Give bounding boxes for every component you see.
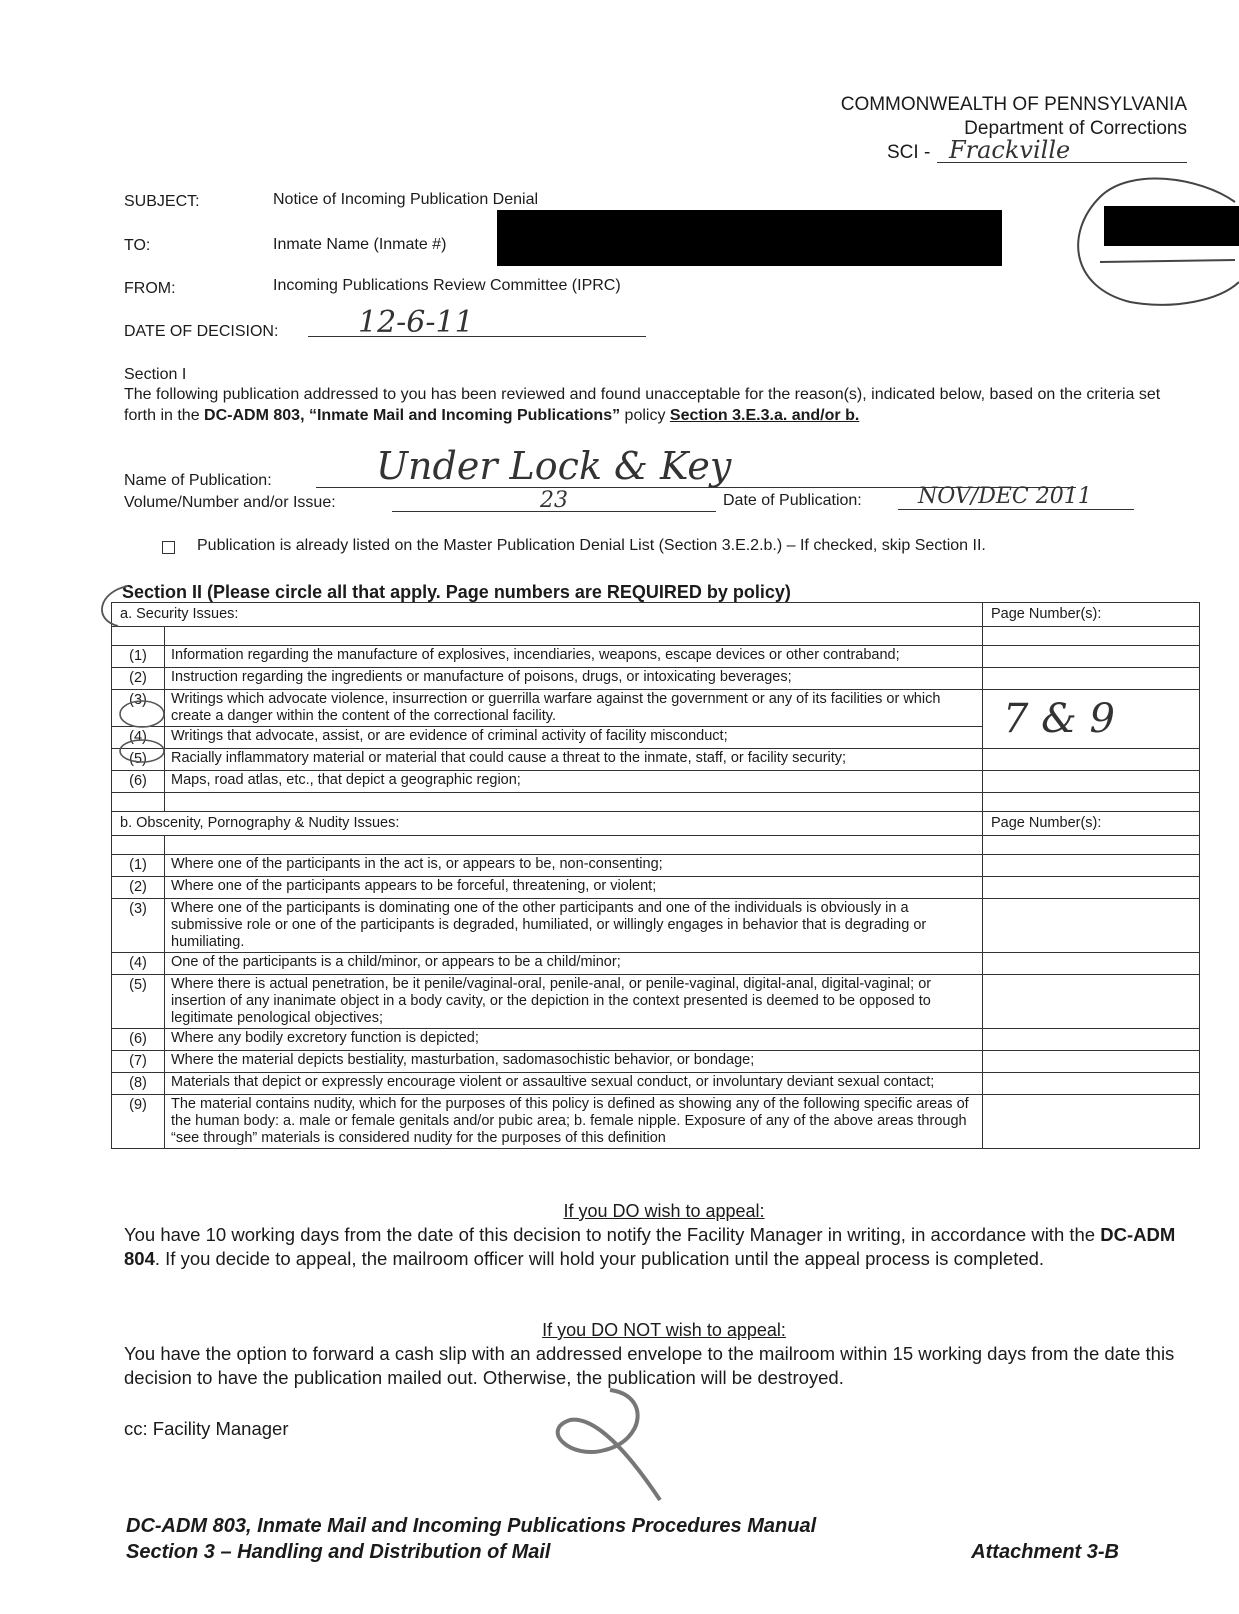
sci-label: SCI - — [887, 142, 931, 163]
item-number: (3) — [112, 899, 165, 953]
item-number: (7) — [112, 1051, 165, 1073]
volume-value: 23 — [392, 488, 716, 512]
page-number-header: Page Number(s): — [983, 812, 1200, 836]
no-appeal-heading: If you DO NOT wish to appeal: — [542, 1320, 786, 1340]
publication-date-value: NOV/DEC 2011 — [898, 484, 1134, 510]
item-text: Instruction regarding the ingredients or manufacture of poisons, drugs, or intoxicating beverages; — [165, 668, 983, 690]
pen-scribble — [540, 1380, 680, 1510]
page-number-header: Page Number(s): — [983, 603, 1200, 627]
volume-label: Volume/Number and/or Issue: — [124, 494, 336, 511]
item-number: (1) — [112, 646, 165, 668]
item-number: (6) — [112, 1029, 165, 1051]
cc-line: cc: Facility Manager — [124, 1418, 289, 1439]
hand-drawn-marks — [88, 580, 208, 770]
item-number: (9) — [112, 1095, 165, 1149]
appeal-heading: If you DO wish to appeal: — [563, 1201, 765, 1221]
item-number: (1) — [112, 855, 165, 877]
item-text: Where one of the participants in the act is, or appears to be, non-consenting; — [165, 855, 983, 877]
item-text: Writings which advocate violence, insurrection or guerrilla warfare against the government or any of its facilities or which create a danger within the content of the correctional facility. — [165, 690, 983, 727]
item-text: Maps, road atlas, etc., that depict a geographic region; — [165, 771, 983, 793]
item-text: One of the participants is a child/minor, or appears to be a child/minor; — [165, 953, 983, 975]
table-row — [112, 975, 1200, 1029]
sci-value: Frackville — [937, 136, 1187, 163]
footer-line-2: Section 3 – Handling and Distribution of Mail — [126, 1541, 551, 1563]
appeal-text: You have 10 working days from the date of this decision to notify the Facility Manager in writing, in accordance with the DC-ADM 804. If you decide to appeal, the mailroom officer will hold your publication until the appeal process is completed. — [124, 1224, 1176, 1269]
obscenity-heading: b. Obscenity, Pornography & Nudity Issues: — [112, 812, 983, 836]
item-number: (4) — [112, 953, 165, 975]
criteria-table — [111, 602, 1200, 1149]
table-row — [112, 1095, 1200, 1149]
table-row — [112, 1073, 1200, 1095]
table-row — [112, 646, 1200, 668]
table-row — [112, 812, 1200, 836]
item-number: (2) — [112, 877, 165, 899]
item-text: Where one of the participants is dominating one of the other participants and one of the individuals is obviously in a submissive role or one of the participants is degraded, humiliated, or willingly engages in behavior that is degrading or humiliating. — [165, 899, 983, 953]
table-row — [112, 899, 1200, 953]
item-number: (3) — [112, 690, 165, 727]
table-row — [112, 1029, 1200, 1051]
security-page-numbers: 7 & 9 — [983, 690, 1200, 749]
date-of-decision-label: DATE OF DECISION: — [124, 323, 279, 340]
item-text: Writings that advocate, assist, or are evidence of criminal activity of facility misconduct; — [165, 727, 983, 749]
from-label: FROM: — [124, 280, 176, 297]
subject-label: SUBJECT: — [124, 193, 200, 210]
footer-line-1: DC-ADM 803, Inmate Mail and Incoming Publications Procedures Manual — [126, 1515, 817, 1537]
item-number: (5) — [112, 975, 165, 1029]
table-row — [112, 855, 1200, 877]
appeal-block — [124, 1199, 1204, 1271]
item-text: Racially inflammatory material or material that could cause a threat to the inmate, staff, or facility security; — [165, 749, 983, 771]
table-row — [112, 627, 1200, 646]
table-row — [112, 836, 1200, 855]
item-text: Information regarding the manufacture of explosives, incendiaries, weapons, escape devices or other contraband; — [165, 646, 983, 668]
item-text: Where one of the participants appears to be forceful, threatening, or violent; — [165, 877, 983, 899]
item-text: Where there is actual penetration, be it penile/vaginal-oral, penile-anal, or penile-vaginal, digital-anal, digital-vaginal; or insertion of any inanimate object in a body cavity, or the depiction in the context presented is deemed to be opposed to legitimate penological objectives; — [165, 975, 983, 1029]
item-number: (4) — [112, 727, 165, 749]
table-row — [112, 668, 1200, 690]
table-row — [112, 1051, 1200, 1073]
to-label: TO: — [124, 237, 151, 254]
footer-attachment: Attachment 3-B — [971, 1541, 1119, 1563]
table-row — [112, 603, 1200, 627]
publication-name-value: Under Lock & Key — [316, 446, 1076, 488]
from-value: Incoming Publications Review Committee (IPRC) — [273, 277, 621, 294]
item-number: (5) — [112, 749, 165, 771]
section-2-heading: Section II (Please circle all that apply. Page numbers are REQUIRED by policy) — [122, 582, 791, 602]
publication-date-label: Date of Publication: — [723, 492, 862, 509]
date-of-decision-value: 12-6-11 — [308, 305, 646, 337]
publication-name-label: Name of Publication: — [124, 472, 272, 489]
department-name: Department of Corrections — [964, 118, 1187, 139]
org-name: COMMONWEALTH OF PENNSYLVANIA — [840, 94, 1187, 115]
no-appeal-text: You have the option to forward a cash slip with an addressed envelope to the mailroom within 15 working days from the date this decision to have the publication mailed out. Otherwise, the publication will be destroyed. — [124, 1343, 1175, 1388]
item-number: (2) — [112, 668, 165, 690]
item-text: Where any bodily excretory function is depicted; — [165, 1029, 983, 1051]
item-number: (6) — [112, 771, 165, 793]
table-row — [112, 771, 1200, 793]
item-text: The material contains nudity, which for the purposes of this policy is defined as showing any of the following specific areas of the human body: a. male or female genitals and/or pubic area; b. female nipple. Exposure of any of the above areas through “see through” materials is considered nudity for the purposes of this definition — [165, 1095, 983, 1149]
hand-drawn-circle — [1050, 162, 1239, 312]
redacted-inmate-name — [497, 210, 1002, 266]
section-1-heading: Section I — [124, 366, 187, 383]
section-1-text: The following publication addressed to you has been reviewed and found unacceptable for the reason(s), indicated below, based on the criteria set forth in the DC-ADM 803, “Inmate Mail and Incoming Publications” policy Section 3.E.3.a. and/or b. — [124, 386, 1161, 424]
table-row — [112, 953, 1200, 975]
table-row — [112, 793, 1200, 812]
to-value: Inmate Name (Inmate #) — [273, 236, 447, 253]
item-number: (8) — [112, 1073, 165, 1095]
master-list-checkbox[interactable] — [162, 541, 175, 554]
table-row — [112, 690, 1200, 727]
item-text: Where the material depicts bestiality, masturbation, sadomasochistic behavior, or bondage; — [165, 1051, 983, 1073]
security-heading: a. Security Issues: — [112, 603, 983, 627]
table-row — [112, 749, 1200, 771]
master-list-text: Publication is already listed on the Master Publication Denial List (Section 3.E.2.b.) – If checked, skip Section II. — [197, 537, 986, 554]
sci-line — [887, 136, 1187, 164]
item-text: Materials that depict or expressly encourage violent or assaultive sexual conduct, or involuntary deviant sexual contact; — [165, 1073, 983, 1095]
subject-value: Notice of Incoming Publication Denial — [273, 191, 539, 208]
table-row — [112, 877, 1200, 899]
